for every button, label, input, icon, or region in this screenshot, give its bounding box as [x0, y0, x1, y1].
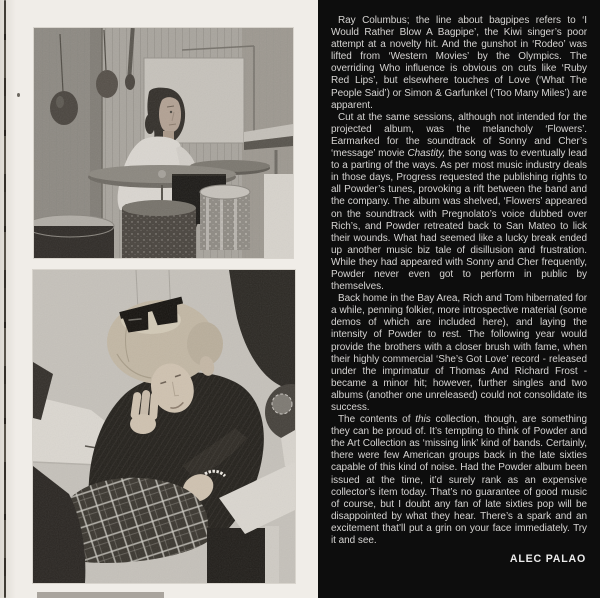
text-run: The contents of — [338, 414, 416, 426]
drummer-photo-art — [34, 28, 293, 258]
seated-man-photo-art — [33, 270, 295, 583]
paragraph — [331, 112, 587, 293]
liner-notes-panel — [318, 0, 600, 598]
photo-seated-man — [33, 270, 295, 583]
paragraph — [331, 15, 587, 112]
author-byline: ALEC PALAO — [509, 553, 586, 566]
cropped-photo-edge — [37, 592, 164, 598]
dust-speck — [17, 93, 20, 97]
spine-crease — [4, 0, 6, 598]
italic-text-run: Chastity, — [407, 148, 446, 160]
text-run: the song was to eventually lead to a parting of the ways. As per most music industry deals in those days, Progress requested the publishing rights to all Powder’s tunes, provoking a rift between the band and the company. The album was shelved, ‘Flowers’ appeared on the soundtrack with Pregnolato’s voice dubbed over Rich’s, and Powder retreated back to San Mateo to lick their wounds. What had seemed like a lucky break ended up another music biz tale of disillusion and frustration. While they had appeared with Sonny and Cher frequently, Powder never even got to perform in public by themselves. — [331, 148, 587, 293]
paragraph — [331, 414, 587, 547]
italic-text-run: this — [415, 414, 431, 426]
liner-notes-text — [331, 15, 587, 565]
text-run: Back home in the Bay Area, Rich and Tom hibernated for a while, penning folkier, more introspective material (some demos of which are included here), and laying the intensity of Powder to rest. The following year would provide the brothers with a closer brush with fame, when their highly commercial ‘She’s Got Love’ record - released under the imprimatur of Thomas And Richard Frost - became a minor hit; however, further singles and two albums (another one unreleased) could not consolidate its success. — [331, 293, 587, 413]
photo-drummer — [34, 28, 293, 258]
text-run: collection, though, are something they can be proud of. It’s tempting to think of Powder and the Art Collection as ‘missing link’ kind of bands. Certainly, there were few American groups back in the late sixties capable of this kind of noise. Had the Powder album been issued at the time, it’d surely rank as an expensive collector’s item today. That’s no guarantee of good music of course, but I doubt any fan of late sixties pop will be disappointed by what they hear. There’s a spark and an excitement that’ll put a grin on your face immediately. Try it and see. — [331, 414, 587, 547]
photo-grain — [33, 270, 295, 583]
photo-grain — [34, 28, 293, 258]
text-run: Cut at the same sessions, although not intended for the projected album, was the melancholy ‘Flowers’. Earmarked for the soundtrack of Sonny and Cher’s ‘message’ movie — [331, 111, 587, 160]
paragraph — [331, 293, 587, 414]
text-run: Ray Columbus; the line about bagpipes refers to ‘I Would Rather Blow A Bagpipe’, the Kiwi singer’s poor attempt at a novelty hit. And the gunshot in ‘Rodeo’ was lifted from ‘Western Movies’ by the Olympics. The overriding Who influence is obvious on cuts like ‘Ruby Red Lips’, but elsewhere touches of Love (‘What The People Said’) or Simon & Garfunkel (‘Too Many Miles’) are apparent. — [331, 15, 587, 111]
